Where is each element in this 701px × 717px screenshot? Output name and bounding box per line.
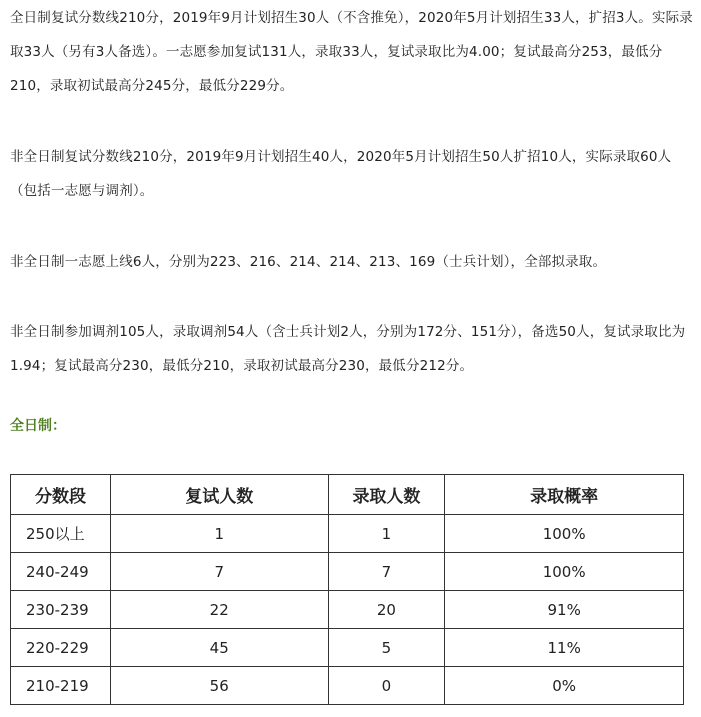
cell-score-range: 240-249 <box>11 553 111 591</box>
table-header-row <box>11 475 684 515</box>
cell-retest-count: 22 <box>110 591 328 629</box>
cell-score-range: 220-229 <box>11 629 111 667</box>
cell-admitted-count: 20 <box>328 591 445 629</box>
cell-retest-count: 56 <box>110 667 328 705</box>
cell-admission-rate: 91% <box>445 591 684 629</box>
cell-retest-count: 7 <box>110 553 328 591</box>
cell-score-range: 250以上 <box>11 515 111 553</box>
header-retest-count: 复试人数 <box>110 475 328 515</box>
cell-admitted-count: 1 <box>328 515 445 553</box>
table-row <box>11 629 684 667</box>
cell-admitted-count: 5 <box>328 629 445 667</box>
header-admission-rate: 录取概率 <box>445 475 684 515</box>
paragraph-parttime-first-choice: 非全日制一志愿上线6人，分别为223、216、214、214、213、169（士兵计划），全部拟录取。 <box>10 254 607 270</box>
cell-admission-rate: 100% <box>445 515 684 553</box>
section-title-fulltime: 全日制： <box>10 418 66 434</box>
paragraph-parttime-adjustment: 非全日制参加调剂105人，录取调剂54人（含士兵计划2人，分别为172分、151分），备选50人，复试录取比为1.94；复试最高分230，最低分210，录取初试最高分230，最低分212分。 <box>10 324 686 374</box>
cell-score-range: 210-219 <box>11 667 111 705</box>
cell-retest-count: 1 <box>110 515 328 553</box>
cell-admitted-count: 7 <box>328 553 445 591</box>
cell-admission-rate: 0% <box>445 667 684 705</box>
header-admitted-count: 录取人数 <box>328 475 445 515</box>
table-row <box>11 553 684 591</box>
table-row <box>11 515 684 553</box>
table-row <box>11 667 684 705</box>
cell-score-range: 230-239 <box>11 591 111 629</box>
cell-admitted-count: 0 <box>328 667 445 705</box>
table-row <box>11 591 684 629</box>
paragraph-fulltime-summary: 全日制复试分数线210分，2019年9月计划招生30人（不含推免），2020年5月计划招生33人，扩招3人。实际录取33人（另有3人备选）。一志愿参加复试131人，录取33人，复试录取比为4.00；复试最高分253，最低分210，录取初试最高分245分，最低分229分。 <box>10 10 693 94</box>
cell-retest-count: 45 <box>110 629 328 667</box>
header-score-range: 分数段 <box>11 475 111 515</box>
paragraph-parttime-plan: 非全日制复试分数线210分，2019年9月计划招生40人，2020年5月计划招生50人扩招10人，实际录取60人（包括一志愿与调剂）。 <box>10 149 672 199</box>
cell-admission-rate: 100% <box>445 553 684 591</box>
cell-admission-rate: 11% <box>445 629 684 667</box>
score-table <box>10 474 684 705</box>
